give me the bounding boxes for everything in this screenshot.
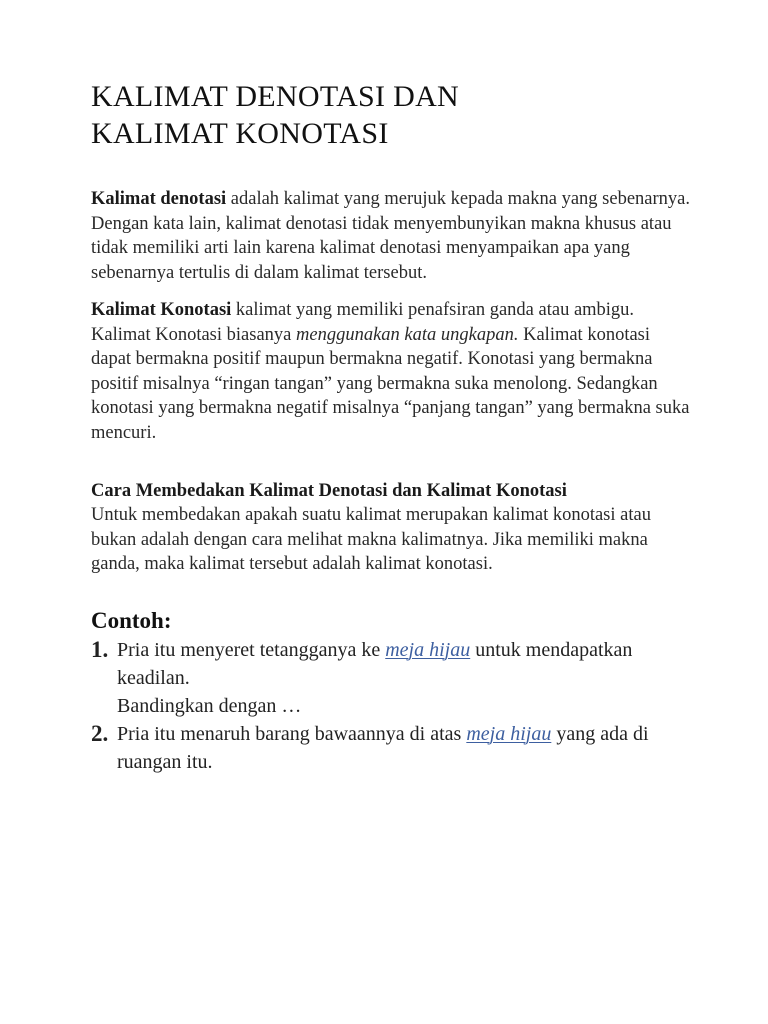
example-list [91, 636, 691, 776]
konotasi-italic: menggunakan kata ungkapan. [296, 324, 519, 345]
example-2-after: yang ada di ruangan itu. [117, 722, 649, 773]
title-line-2: KALIMAT KONOTASI [91, 117, 389, 150]
example-text-2 [117, 720, 691, 776]
konotasi-text-a: kalimat yang memiliki penafsiran ganda atau ambigu. Kalimat Konotasi biasanya [91, 300, 635, 345]
term-konotasi: Kalimat Konotasi [91, 300, 232, 320]
denotasi-text: adalah kalimat yang merujuk kepada makna yang sebenarnya. Dengan kata lain, kalimat denotasi tidak menyembunyikan makna khusus atau tidak memiliki arti lain karena kalimat denotasi menyampaikan apa yang sebenarnya tertulis di dalam kalimat tersebut. [91, 189, 691, 283]
example-2-before: Pria itu menaruh barang bawaannya di atas [117, 722, 467, 745]
example-number-1: 1. [91, 636, 109, 662]
contoh-heading: Contoh: [91, 607, 172, 633]
section-heading: Cara Membedakan Kalimat Denotasi dan Kalimat Konotasi [91, 481, 567, 501]
konotasi-text-b: Kalimat konotasi dapat bermakna positif maupun bermakna negatif. Konotasi yang bermakna positif misalnya “ringan tangan” yang bermakna suka menolong. Sedangkan konotasi yang bermakna negatif misalnya “panjang tangan” yang bermakna suka mencuri. [91, 324, 690, 443]
example-text-1 [117, 636, 691, 720]
example-number-2: 2. [91, 720, 109, 746]
example-1-before: Pria itu menyeret tetangganya ke [117, 638, 386, 661]
paragraph-konotasi [91, 298, 691, 445]
title-line-1: KALIMAT DENOTASI DAN [91, 80, 460, 113]
example-item-1 [91, 636, 691, 720]
term-denotasi: Kalimat denotasi [91, 189, 227, 209]
section-body: Untuk membedakan apakah suatu kalimat merupakan kalimat konotasi atau bukan adalah dengan cara melihat makna kalimatnya. Jika memiliki makna ganda, maka kalimat tersebut adalah kalimat konotasi. [91, 505, 651, 574]
document-page [91, 78, 691, 776]
example-1-extra: Bandingkan dengan … [117, 694, 302, 717]
paragraph-denotasi [91, 187, 691, 285]
example-1-after: untuk mendapatkan keadilan. [117, 638, 633, 689]
page-title [91, 78, 691, 152]
example-2-link[interactable]: meja hijau [466, 722, 552, 745]
example-item-2 [91, 720, 691, 776]
example-1-link[interactable]: meja hijau [385, 638, 471, 661]
